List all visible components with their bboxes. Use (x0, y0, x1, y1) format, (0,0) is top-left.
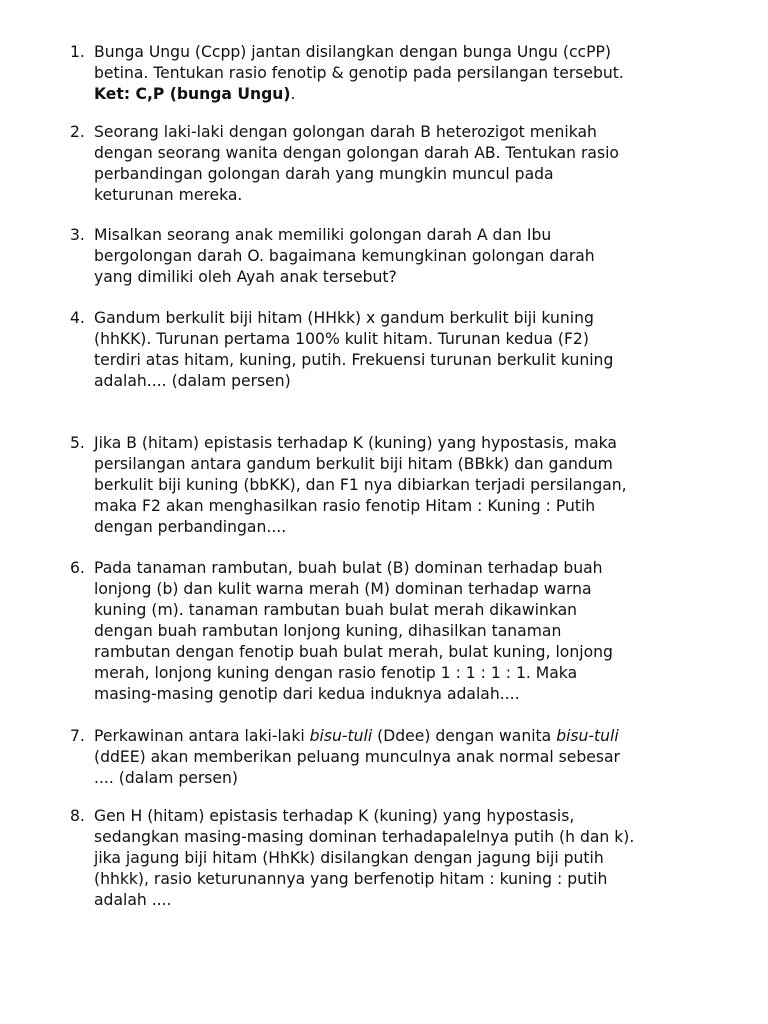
text-line: rambutan dengan fenotip buah bulat merah, bulat kuning, lonjong (94, 643, 613, 661)
text-segment: Perkawinan antara laki-laki (94, 727, 310, 745)
question-2 (70, 122, 750, 206)
question-text (94, 225, 750, 288)
text-line: Misalkan seorang anak memiliki golongan darah A dan Ibu (94, 226, 552, 244)
text-line: terdiri atas hitam, kuning, putih. Frekuensi turunan berkulit kuning (94, 351, 614, 369)
text-line: dengan seorang wanita dengan golongan darah AB. Tentukan rasio (94, 144, 619, 162)
question-number: 1. (70, 43, 85, 61)
text-line: Seorang laki-laki dengan golongan darah B heterozigot menikah (94, 123, 597, 141)
question-text (94, 42, 750, 105)
text-line: merah, lonjong kuning dengan rasio fenotip 1 : 1 : 1 : 1. Maka (94, 664, 578, 682)
question-text (94, 122, 750, 206)
question-1 (70, 42, 750, 105)
text-line: Gen H (hitam) epistasis terhadap K (kuning) yang hypostasis, (94, 807, 575, 825)
question-number: 4. (70, 309, 85, 327)
italic-text: bisu-tuli (309, 727, 373, 745)
question-number: 3. (70, 226, 85, 244)
question-7 (70, 726, 750, 789)
text-line (94, 726, 750, 747)
bold-text: Ket: C,P (bunga Ungu) (94, 85, 291, 103)
question-text (94, 726, 750, 789)
question-number: 8. (70, 807, 85, 825)
text-segment: . (290, 85, 296, 103)
text-line: lonjong (b) dan kulit warna merah (M) dominan terhadap warna (94, 580, 592, 598)
text-line: masing-masing genotip dari kedua induknya adalah.... (94, 685, 520, 703)
question-number: 7. (70, 727, 85, 745)
question-8 (70, 806, 750, 911)
text-line: Gandum berkulit biji hitam (HHkk) x gandum berkulit biji kuning (94, 309, 594, 327)
text-line: adalah.... (dalam persen) (94, 372, 291, 390)
text-line: persilangan antara gandum berkulit biji hitam (BBkk) dan gandum (94, 455, 613, 473)
text-line: berkulit biji kuning (bbKK), dan F1 nya dibiarkan terjadi persilangan, (94, 476, 627, 494)
text-segment: (Ddee) dengan wanita (372, 727, 557, 745)
text-line: sedangkan masing-masing dominan terhadapalelnya putih (h dan k). (94, 828, 635, 846)
text-line: bergolongan darah O. bagaimana kemungkinan golongan darah (94, 247, 595, 265)
question-4 (70, 308, 750, 392)
text-line: maka F2 akan menghasilkan rasio fenotip Hitam : Kuning : Putih (94, 497, 596, 515)
text-line: jika jagung biji hitam (HhKk) disilangkan dengan jagung biji putih (94, 849, 604, 867)
text-line: adalah .... (94, 891, 172, 909)
italic-text: bisu-tuli (556, 727, 619, 745)
text-line: keturunan mereka. (94, 186, 243, 204)
text-line: (hhKK). Turunan pertama 100% kulit hitam. Turunan kedua (F2) (94, 330, 589, 348)
text-line: Jika B (hitam) epistasis terhadap K (kuning) yang hypostasis, maka (94, 434, 617, 452)
text-line: betina. Tentukan rasio fenotip & genotip pada persilangan tersebut. (94, 64, 624, 82)
question-number: 2. (70, 123, 85, 141)
question-text (94, 433, 750, 538)
question-6 (70, 558, 750, 705)
text-line: dengan perbandingan.... (94, 518, 287, 536)
question-text (94, 806, 750, 911)
question-3 (70, 225, 750, 288)
question-text (94, 308, 750, 392)
text-line: (hhkk), rasio keturunannya yang berfenotip hitam : kuning : putih (94, 870, 608, 888)
text-line: dengan buah rambutan lonjong kuning, dihasilkan tanaman (94, 622, 562, 640)
text-line: Bunga Ungu (Ccpp) jantan disilangkan dengan bunga Ungu (ccPP) (94, 43, 611, 61)
text-line: .... (dalam persen) (94, 769, 238, 787)
text-line: kuning (m). tanaman rambutan buah bulat merah dikawinkan (94, 601, 578, 619)
text-line: (ddEE) akan memberikan peluang munculnya anak normal sebesar (94, 748, 620, 766)
text-line: yang dimiliki oleh Ayah anak tersebut? (94, 268, 397, 286)
question-number: 5. (70, 434, 85, 452)
text-line: perbandingan golongan darah yang mungkin muncul pada (94, 165, 554, 183)
question-text (94, 558, 750, 705)
text-line: Pada tanaman rambutan, buah bulat (B) dominan terhadap buah (94, 559, 603, 577)
question-number: 6. (70, 559, 85, 577)
question-5 (70, 433, 750, 538)
text-line (94, 84, 750, 105)
